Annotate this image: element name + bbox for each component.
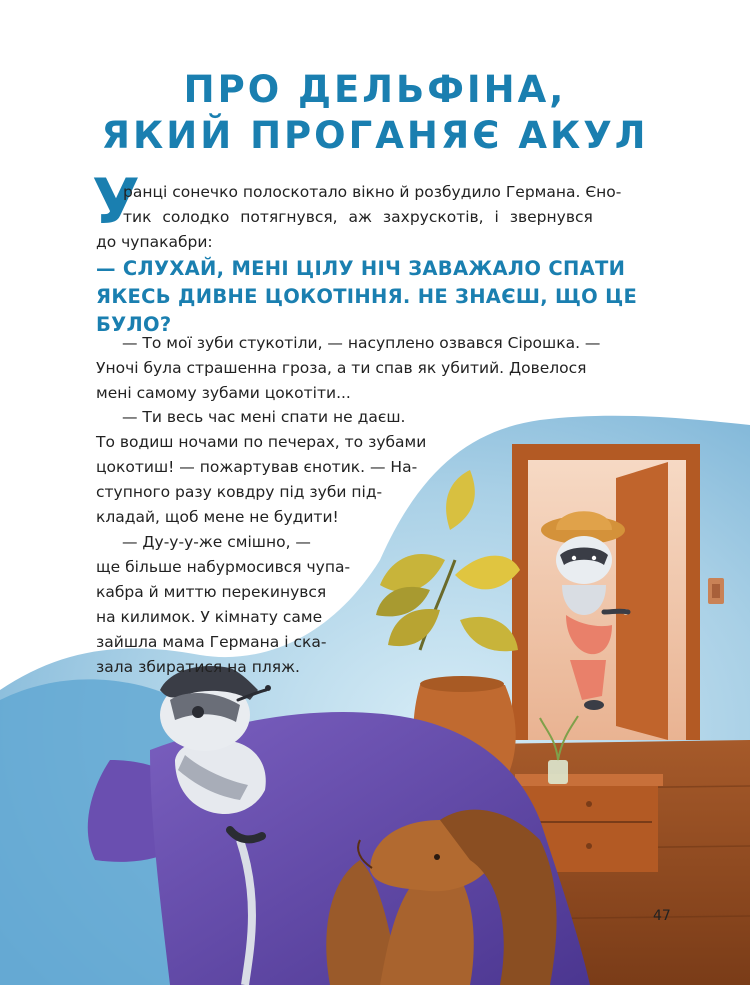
paragraph-4-line-3: кабра й миттю перекинувся bbox=[96, 583, 327, 601]
paragraph-1-line-1: ранці сонечко полоскотало вікно й розбудило Германа. Єно- bbox=[123, 183, 622, 201]
paragraph-4-line-6: зала збиратися на пляж. bbox=[96, 658, 300, 676]
speech-line-2: ЯКЕСЬ ДИВНЕ ЦОКОТІННЯ. НЕ ЗНАЄШ, ЩО ЦЕ bbox=[96, 285, 638, 308]
speech-line-1: — СЛУХАЙ, МЕНІ ЦІЛУ НІЧ ЗАВАЖАЛО СПАТИ bbox=[96, 257, 626, 280]
paragraph-4-line-4: на килимок. У кімнату саме bbox=[96, 608, 323, 626]
page-number: 47 bbox=[653, 908, 671, 924]
paragraph-1-line-2: тик солодко потягнувся, аж захрускотів, і звернувся bbox=[123, 208, 593, 226]
paragraph-4-line-1: — Ду-у-у-же смішно, — bbox=[122, 533, 311, 551]
paragraph-2-line-1: — То мої зуби стукотіли, — насуплено озвався Сірошка. — bbox=[122, 334, 601, 352]
door bbox=[616, 462, 668, 740]
paragraph-4-line-2: ще більше набурмосився чупа- bbox=[96, 558, 351, 576]
speech-line-3: БУЛО? bbox=[96, 313, 172, 336]
drop-cap: У bbox=[92, 165, 140, 238]
paragraph-3-line-3: цокотиш! — пожартував єнотик. — На- bbox=[96, 458, 418, 476]
paragraph-2-line-2: Уночі була страшенна гроза, а ти спав як убитий. Довелося bbox=[96, 359, 587, 377]
paragraph-2-line-3: мені самому зубами цокотіти... bbox=[96, 384, 351, 402]
paragraph-3-line-5: кладай, щоб мене не будити! bbox=[96, 508, 339, 526]
title-line-1: ПРО ДЕЛЬФІНА, bbox=[183, 68, 567, 111]
paragraph-1-line-3: до чупакабри: bbox=[96, 233, 213, 251]
title-line-2: ЯКИЙ ПРОГАНЯЄ АКУЛ bbox=[101, 114, 649, 157]
paragraph-3-line-1: — Ти весь час мені спати не даєш. bbox=[122, 408, 406, 426]
glass bbox=[548, 760, 568, 784]
paragraph-3-line-4: ступного разу ковдру під зуби під- bbox=[96, 483, 383, 501]
paragraph-4-line-5: зайшла мама Германа і ска- bbox=[96, 633, 327, 651]
paragraph-3-line-2: То водиш ночами по печерах, то зубами bbox=[96, 433, 427, 451]
